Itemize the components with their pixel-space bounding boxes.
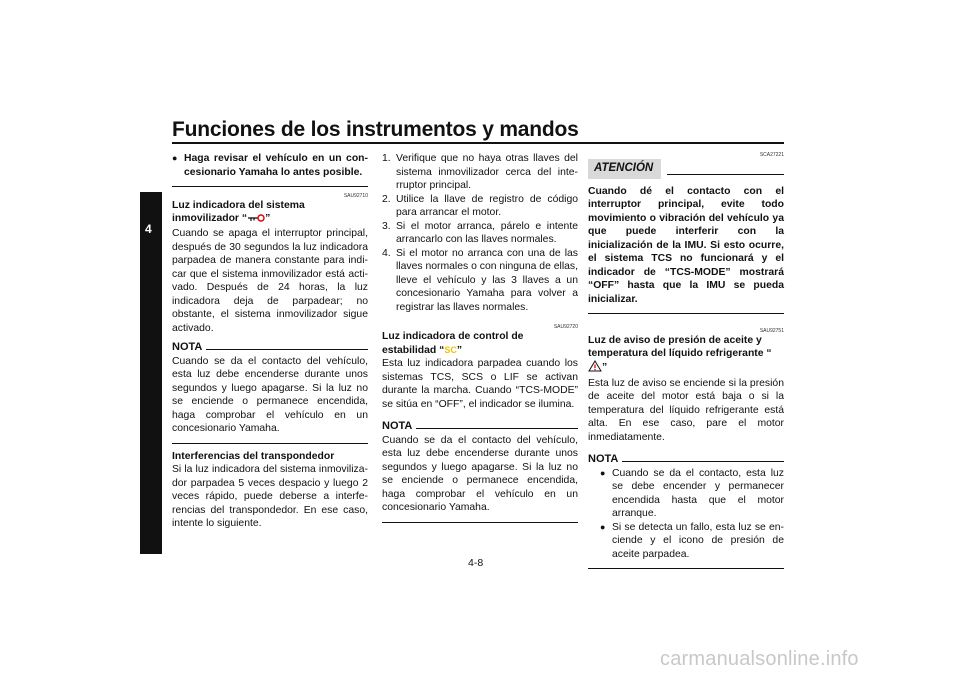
section-heading-stability <box>382 331 578 357</box>
nota-header <box>382 420 578 434</box>
section-code: SCA27221 <box>759 152 784 158</box>
divider <box>416 428 578 429</box>
divider <box>172 443 368 444</box>
bullet-text: Si se detecta un fallo, esta luz se enciende y el icono de presión de aceite parpadea. <box>612 521 784 560</box>
section-heading-oil-warning <box>588 335 784 377</box>
list-item <box>588 467 784 521</box>
list-item <box>382 152 578 193</box>
nota-label: NOTA <box>588 453 619 465</box>
page-title: Funciones de los instrumentos y mandos <box>172 118 579 141</box>
bullet-icon: ● <box>172 153 178 163</box>
section-code: SAU92720 <box>553 324 578 330</box>
nota-label: NOTA <box>172 341 203 353</box>
paragraph: Esta luz indicadora parpadea cuando los sistemas TCS, SCS o LIF se activan durante la marcha. Cuando “TCS-MODE” se sitúa en “OFF”, el indicador se ilumina. <box>382 358 578 410</box>
column-2 <box>382 152 578 529</box>
list-number: 3. <box>382 220 391 232</box>
list-text: Verifique que no haya otras llaves del sistema inmovilizador cerca del interruptor principal. <box>396 153 578 191</box>
nota-text: Cuando se da el contacto del vehículo, esta luz debe encenderse durante unos segundos y luego apagarse. Si la luz no se enciende o permanece encendida, haga comprobar el vehículo en un concesionario Yamaha. <box>382 434 578 513</box>
list-item <box>382 220 578 247</box>
heading-text: ” <box>602 362 608 373</box>
list-item <box>382 247 578 315</box>
nota-header <box>172 341 368 355</box>
list-item <box>588 521 784 562</box>
list-text: Si el motor arranca, párelo e intente arrancarlo con las llaves normales. <box>396 220 578 245</box>
page-number: 4-8 <box>468 557 484 569</box>
numbered-list <box>382 152 578 314</box>
atencion-text: Cuando dé el contacto con el interruptor principal, evite todo movimiento o vibración del vehículo ya que puede interferir con la inicialización de la IMU. Si esto ocurre, el sistema TCS no funcionará y el indicador de “TCS-MODE” mostrará “OFF” hasta que la IMU se pueda inicializar. <box>588 185 784 305</box>
bullet-icon: ● <box>600 467 606 478</box>
paragraph: Cuando se apaga el interruptor principal, después de 30 segundos la luz indicadora parpadea de manera constante para indicar que el sistema inmovilizador está activado. Después de 24 horas, la luz indicadora deja de parpadear; no obstante, el sistema inmovilizador sigue activado. <box>172 228 368 334</box>
list-item <box>172 152 368 179</box>
divider <box>382 522 578 523</box>
key-icon <box>247 213 265 228</box>
warning-triangle-icon <box>588 360 602 377</box>
divider <box>172 186 368 187</box>
nota-text: Cuando se da el contacto del vehículo, esta luz debe encenderse durante unos segundos y luego apagarse. Si la luz no se enciende o permanece encendida, haga comprobar el vehículo en un concesionario Yamaha. <box>172 355 368 434</box>
atencion-header <box>588 159 784 179</box>
footer-watermark: carmanualsonline.info <box>660 648 859 670</box>
section-code: SAU92751 <box>759 328 784 334</box>
bullet-icon: ● <box>600 521 606 532</box>
nota-label: NOTA <box>382 420 413 432</box>
sc-icon: SC <box>444 344 457 355</box>
divider <box>667 174 784 175</box>
column-1 <box>172 152 368 531</box>
section-tab <box>140 192 162 554</box>
paragraph: Esta luz de aviso se enciende si la presión de aceite del motor está baja o si la temperatura del líquido refrigerante está alta. En ese caso, pare el motor inmediatamente. <box>588 377 784 443</box>
list-number: 4. <box>382 247 391 259</box>
heading-text: Luz de aviso de presión de aceite y temperatura del líquido refrigerante “ <box>588 335 772 359</box>
list-item <box>382 193 578 220</box>
bullet-text: Cuando se da el contacto, esta luz se debe encender y permanecer encendida hasta que el motor arranque. <box>612 467 784 519</box>
atencion-label: ATENCIÓN <box>588 159 661 179</box>
section-tab-number: 4 <box>145 222 152 236</box>
heading-text: ” <box>456 344 463 356</box>
heading-text: inmovilizador “ <box>172 212 248 224</box>
divider <box>622 461 784 462</box>
heading-text: estabilidad “ <box>382 344 445 356</box>
divider <box>206 349 368 350</box>
divider <box>588 313 784 314</box>
title-rule <box>172 142 784 144</box>
list-text: Utilice la llave de registro de código para arrancar el motor. <box>396 193 578 218</box>
list-number: 2. <box>382 193 391 205</box>
sub-heading: Interferencias del transpondedor <box>172 450 335 462</box>
paragraph: Si la luz indicadora del sistema inmovilizador parpadea 5 veces despacio y luego 2 veces rápido, puede deberse a interferencias del transpondedor. En ese caso, intente lo siguiente. <box>172 464 368 529</box>
section-heading-immobilizer <box>172 200 368 227</box>
heading-text: ” <box>265 212 271 224</box>
section-code: SAU92710 <box>343 193 368 199</box>
heading-text: Luz indicadora de control de <box>382 331 524 342</box>
list-text: Si el motor no arranca con una de las llaves normales o con ninguna de ellas, lleve el vehículo y las 3 llaves a un concesionario Yamaha para volver a registrar las llaves normales. <box>396 247 578 313</box>
nota-header <box>588 453 784 467</box>
column-3 <box>588 152 784 575</box>
list-number: 1. <box>382 153 391 164</box>
heading-text: Luz indicadora del sistema <box>172 200 305 211</box>
bullet-text: Haga revisar el vehículo en un concesionario Yamaha lo antes posible. <box>184 153 368 178</box>
divider <box>588 568 784 569</box>
